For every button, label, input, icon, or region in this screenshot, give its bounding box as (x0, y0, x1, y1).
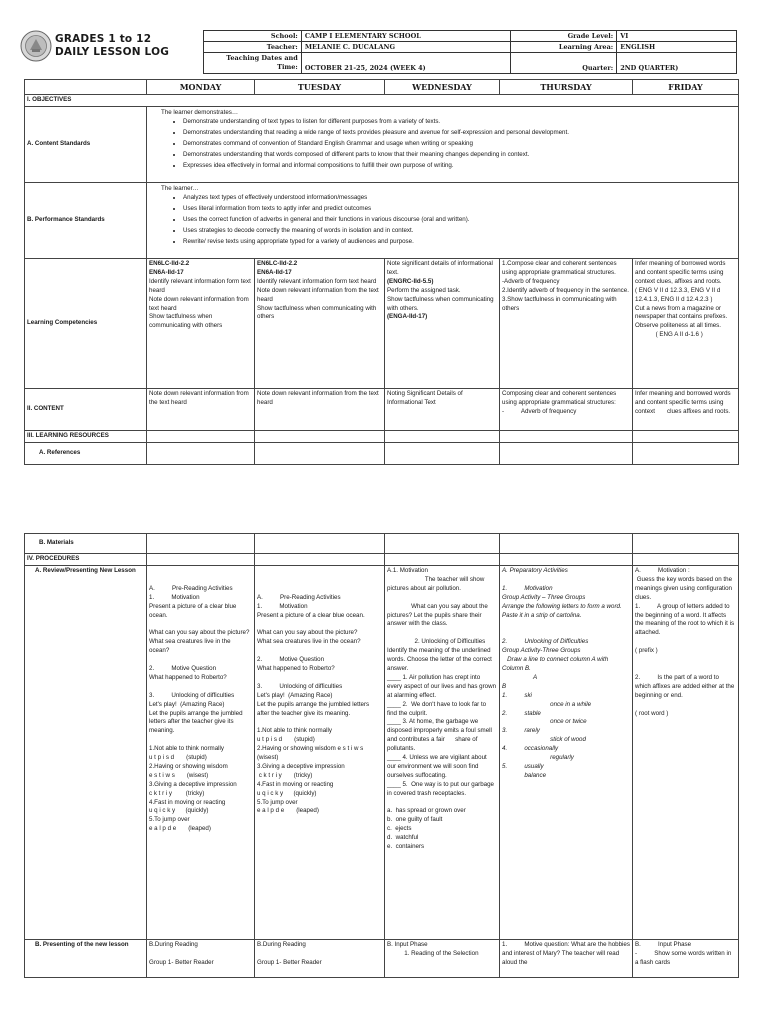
competency-wednesday (385, 259, 500, 389)
presenting-wednesday (385, 940, 500, 978)
empty-cell (255, 431, 385, 443)
competency-text: 1.Compose clear and coherent sentences using appropriate grammatical structures. -Adverb of frequency 2.Identify adverb of frequency in the sentence. 3.Show tactfulness in communicating with others (502, 260, 629, 312)
content-standard-item: • Expresses idea effectively in formal and informal compositions to fulfill their own purpose of writing. (183, 162, 736, 171)
learning-area-value: ENGLISH (617, 42, 737, 53)
day-header-monday: MONDAY (147, 80, 255, 95)
references-label: A. References (25, 443, 147, 465)
content-standards-label: A. Content Standards (25, 107, 147, 183)
empty-cell (147, 554, 255, 566)
day-header-wednesday: WEDNESDAY (385, 80, 500, 95)
competency-code: (ENGRC-IId-5.5) (387, 277, 434, 285)
empty-cell (255, 443, 385, 465)
empty-cell (633, 554, 739, 566)
competency-code: EN6LC-IId-2.2 (149, 260, 190, 267)
performance-standard-item: • Uses strategies to decode correctly the meaning of words in isolation and in context. (183, 227, 736, 236)
competency-text: Identify relevant information form text heard Note down relevant information from text heard Show tactfulness when communicating with others (149, 277, 251, 330)
review-tuesday (255, 566, 385, 940)
deped-seal-icon (20, 30, 52, 62)
review-text: A. Motivation : Guess the key words based on the meanings given using configuration clues. 1. A group of letters added to the beginning of a word. It affects the meaning of the root to which it is attached. ( prefix ) 2. Is the part of a word to which affixes are added either at the beginning or end. ( root word ) (635, 567, 735, 717)
empty-cell (500, 431, 633, 443)
competency-text: Note significant details of informational text. (387, 260, 495, 276)
teacher-label: Teacher: (204, 42, 302, 53)
competency-text: Identify relevant information form text heard Note down relevant information from the text heard Show tactfulness when communicating with others (257, 277, 379, 321)
teacher-value: MELANIE C. DUCALANG (301, 42, 511, 53)
competency-code: EN6LC-IId-2.2 (257, 260, 298, 267)
competency-code: EN6A-IId-17 (149, 268, 184, 276)
lesson-log-table-page1 (24, 79, 739, 465)
empty-cell (385, 554, 500, 566)
log-title-line1: GRADES 1 to 12 (55, 33, 152, 45)
day-header-tuesday: TUESDAY (255, 80, 385, 95)
content-standards-lead: The learner demonstrates… (161, 109, 239, 116)
dates-value: OCTOBER 21-25, 2024 (WEEK 4) (301, 53, 511, 74)
content-standard-item: • Demonstrates understanding that words composed of different parts to know that their meaning changes depending in context. (183, 151, 736, 160)
review-text: A.1. Motivation The teacher will show pictures about air pollution. What can you say about the pictures? Let the pupils share their answer with the class. 2. Unlocking of Difficulties Identify the meaning of the underlined words. Choose the letter of the correct answer. ____ 1. Air pollution has crept into every aspect of our lives and has grown at alarming effect. ____ 2. We don't have to look far to find the culprit. ____ 3. At home, the garbage we disposed improperly emits a foul smell and contributes a fair share of pollutants. ____ 4. Unless we are vigilant about our environment we will soon find ourselves suffocating. ____ 5. One way is to put our garbage in covered trash receptacles. a. has spread or grown over b. one guilty of fault c. ejects d. watchful e. containers (387, 567, 497, 851)
corner-header (25, 80, 147, 95)
content-monday (147, 389, 255, 431)
performance-standards-label: B. Performance Standards (25, 183, 147, 259)
review-thursday (500, 566, 633, 940)
header-info-table (203, 30, 737, 74)
performance-standard-item: • Rewrite/ revise texts using appropriate typed for a variety of audiences and purpose. (183, 238, 736, 247)
presenting-text: 1. Motive question: What are the hobbies and interest of Mary? The teacher will read aloud the (502, 941, 632, 966)
content-tuesday (255, 389, 385, 431)
content-standard-item: • Demonstrate understanding of text types to listen for different purposes from a variety of texts. (183, 118, 736, 127)
day-header-friday: FRIDAY (633, 80, 739, 95)
content-standard-item: • Demonstrates understanding that reading a wide range of texts provides pleasure and avenue for self-expression and personal development. (183, 129, 736, 138)
procedures-section-label: IV. PROCEDURES (25, 554, 147, 566)
presenting-monday (147, 940, 255, 978)
competency-tuesday (255, 259, 385, 389)
empty-cell (385, 534, 500, 554)
content-friday (633, 389, 739, 431)
school-label: School: (204, 31, 302, 42)
empty-cell (500, 554, 633, 566)
empty-cell (255, 534, 385, 554)
day-header-thursday: THURSDAY (500, 80, 633, 95)
competency-monday (147, 259, 255, 389)
content-wednesday (385, 389, 500, 431)
competency-text: Infer meaning of borrowed words and content specific terms using context clues, affixes and roots. ( ENG V II d 12.3.3, ENG V II d 12.4.1.3, ENG II d 12.4.2.3 ) Cut a news from a magazine or newspaper that contains prefixes. Observe politeness at all times. ( ENG A II d-1.6 ) (635, 260, 728, 339)
learning-area-label: Learning Area: (511, 42, 617, 53)
content-standard-item: • Demonstrates command of convention of Standard English Grammar and usage when writing or speaking (183, 140, 736, 149)
presenting-label: B. Presenting of the new lesson (25, 940, 147, 978)
review-text: A. Preparatory Activities 1. Motivation Group Activity – Three Groups Arrange the following letters to form a word. Paste it in a strip of cartolina. 2. Unlocking of Difficulties Group Activity-Three Groups Draw a line to connect column A with Column B. A B 1. ski once in a while 2. stable once or twice 3. rarely stick of wood 4. occasionally regularly 5. usually balance (502, 567, 622, 779)
objectives-section-label: I. OBJECTIVES (25, 95, 739, 107)
competency-text: Perform the assigned task. Show tactfulness when communicating with others. (387, 286, 494, 312)
competency-friday (633, 259, 739, 389)
content-standards-cell (147, 107, 739, 183)
content-thursday (500, 389, 633, 431)
empty-cell (147, 431, 255, 443)
presenting-tuesday (255, 940, 385, 978)
empty-cell (385, 443, 500, 465)
quarter-value: 2ND QUARTER) (617, 53, 737, 74)
learning-competencies-label: Learning Competencies (25, 259, 147, 389)
lesson-log-table-page2 (24, 533, 739, 978)
presenting-thursday (500, 940, 633, 978)
competency-thursday (500, 259, 633, 389)
dates-label: Teaching Dates and Time: (204, 53, 302, 74)
empty-cell (147, 534, 255, 554)
empty-cell (500, 534, 633, 554)
performance-standard-item: • Analyzes text types of effectively understood information/messages (183, 194, 736, 203)
presenting-friday (633, 940, 739, 978)
review-friday (633, 566, 739, 940)
competency-code: (ENGA-IId-17) (387, 313, 428, 321)
empty-cell (500, 443, 633, 465)
competency-code: EN6A-IId-17 (257, 268, 292, 276)
content-section-label: II. CONTENT (25, 389, 147, 431)
presenting-text: B. Input Phase - Show some words written in a flash cards (635, 941, 732, 966)
school-value: CAMP I ELEMENTARY SCHOOL (301, 31, 511, 42)
content-text: Noting Significant Details of Informational Text (387, 390, 465, 406)
performance-standard-item: • Uses literal information from texts to aptly infer and predict outcomes (183, 205, 736, 214)
presenting-text: B.During Reading Group 1- Better Reader (149, 941, 214, 966)
empty-cell (633, 431, 739, 443)
review-wednesday (385, 566, 500, 940)
grade-value: VI (617, 31, 737, 42)
presenting-text: B.During Reading Group 1- Better Reader (257, 941, 322, 966)
content-text: Note down relevant information from the text heard (257, 390, 381, 406)
performance-standards-lead: The learner… (161, 185, 199, 192)
presenting-text: B. Input Phase 1. Reading of the Selection (387, 941, 479, 957)
learning-resources-label: III. LEARNING RESOURCES (25, 431, 147, 443)
content-text: Note down relevant information from the text heard (149, 390, 251, 406)
empty-cell (385, 431, 500, 443)
empty-cell (633, 534, 739, 554)
performance-standards-cell (147, 183, 739, 259)
review-text: A. Pre-Reading Activities 1. Motivation Present a picture of a clear blue ocean. What can you say about the picture? What sea creatures live in the ocean? 2. Motive Question What happened to Roberto? 3. Unlocking of difficulties Let's play! (Amazing Race) Let the pupils arrange the jumbled letters after the teacher give its meaning. 1.Not able to think normally u t p i s d (stupid) 2.Having or showing wisdom e s t i w s (wisest) 3.Giving a deceptive impression c k t r i y (tricky) 4.Fast in moving or reacting u q i c k y (quickly) 5.To jump over e a l p d e (leaped) (257, 593, 370, 815)
empty-cell (255, 554, 385, 566)
content-text: Infer meaning and borrowed words and content specific terms using context clues affixes and roots. (635, 390, 733, 415)
review-text: A. Pre-Reading Activities 1. Motivation Present a picture of a clear blue ocean. What can you say about the picture? What sea creatures live in the ocean? 2. Motive Question What happened to Roberto? 3. Unlocking of difficulties Let's play! (Amazing Race) Let the pupils arrange the jumbled letters after the teacher give its meaning. 1.Not able to think normally u t p i s d (stupid) 2.Having or showing wisdom e s t i w s (wisest) 3.Giving a deceptive impression c k t r i y (tricky) 4.Fast in moving or reacting u q i c k y (quickly) 5.To jump over e a l p d e (leaped) (149, 584, 250, 833)
review-monday (147, 566, 255, 940)
quarter-label: Quarter: (511, 53, 617, 74)
materials-label: B. Materials (25, 534, 147, 554)
performance-standard-item: • Uses the correct function of adverbs in general and their functions in various discourse (oral and written). (183, 216, 736, 225)
empty-cell (633, 443, 739, 465)
content-text: Composing clear and coherent sentences using appropriate grammatical structures: - Adverb of frequency (502, 390, 617, 415)
log-title-line2: DAILY LESSON LOG (55, 46, 170, 58)
review-label: A. Review/Presenting New Lesson (25, 566, 147, 940)
grade-label: Grade Level: (511, 31, 617, 42)
empty-cell (147, 443, 255, 465)
